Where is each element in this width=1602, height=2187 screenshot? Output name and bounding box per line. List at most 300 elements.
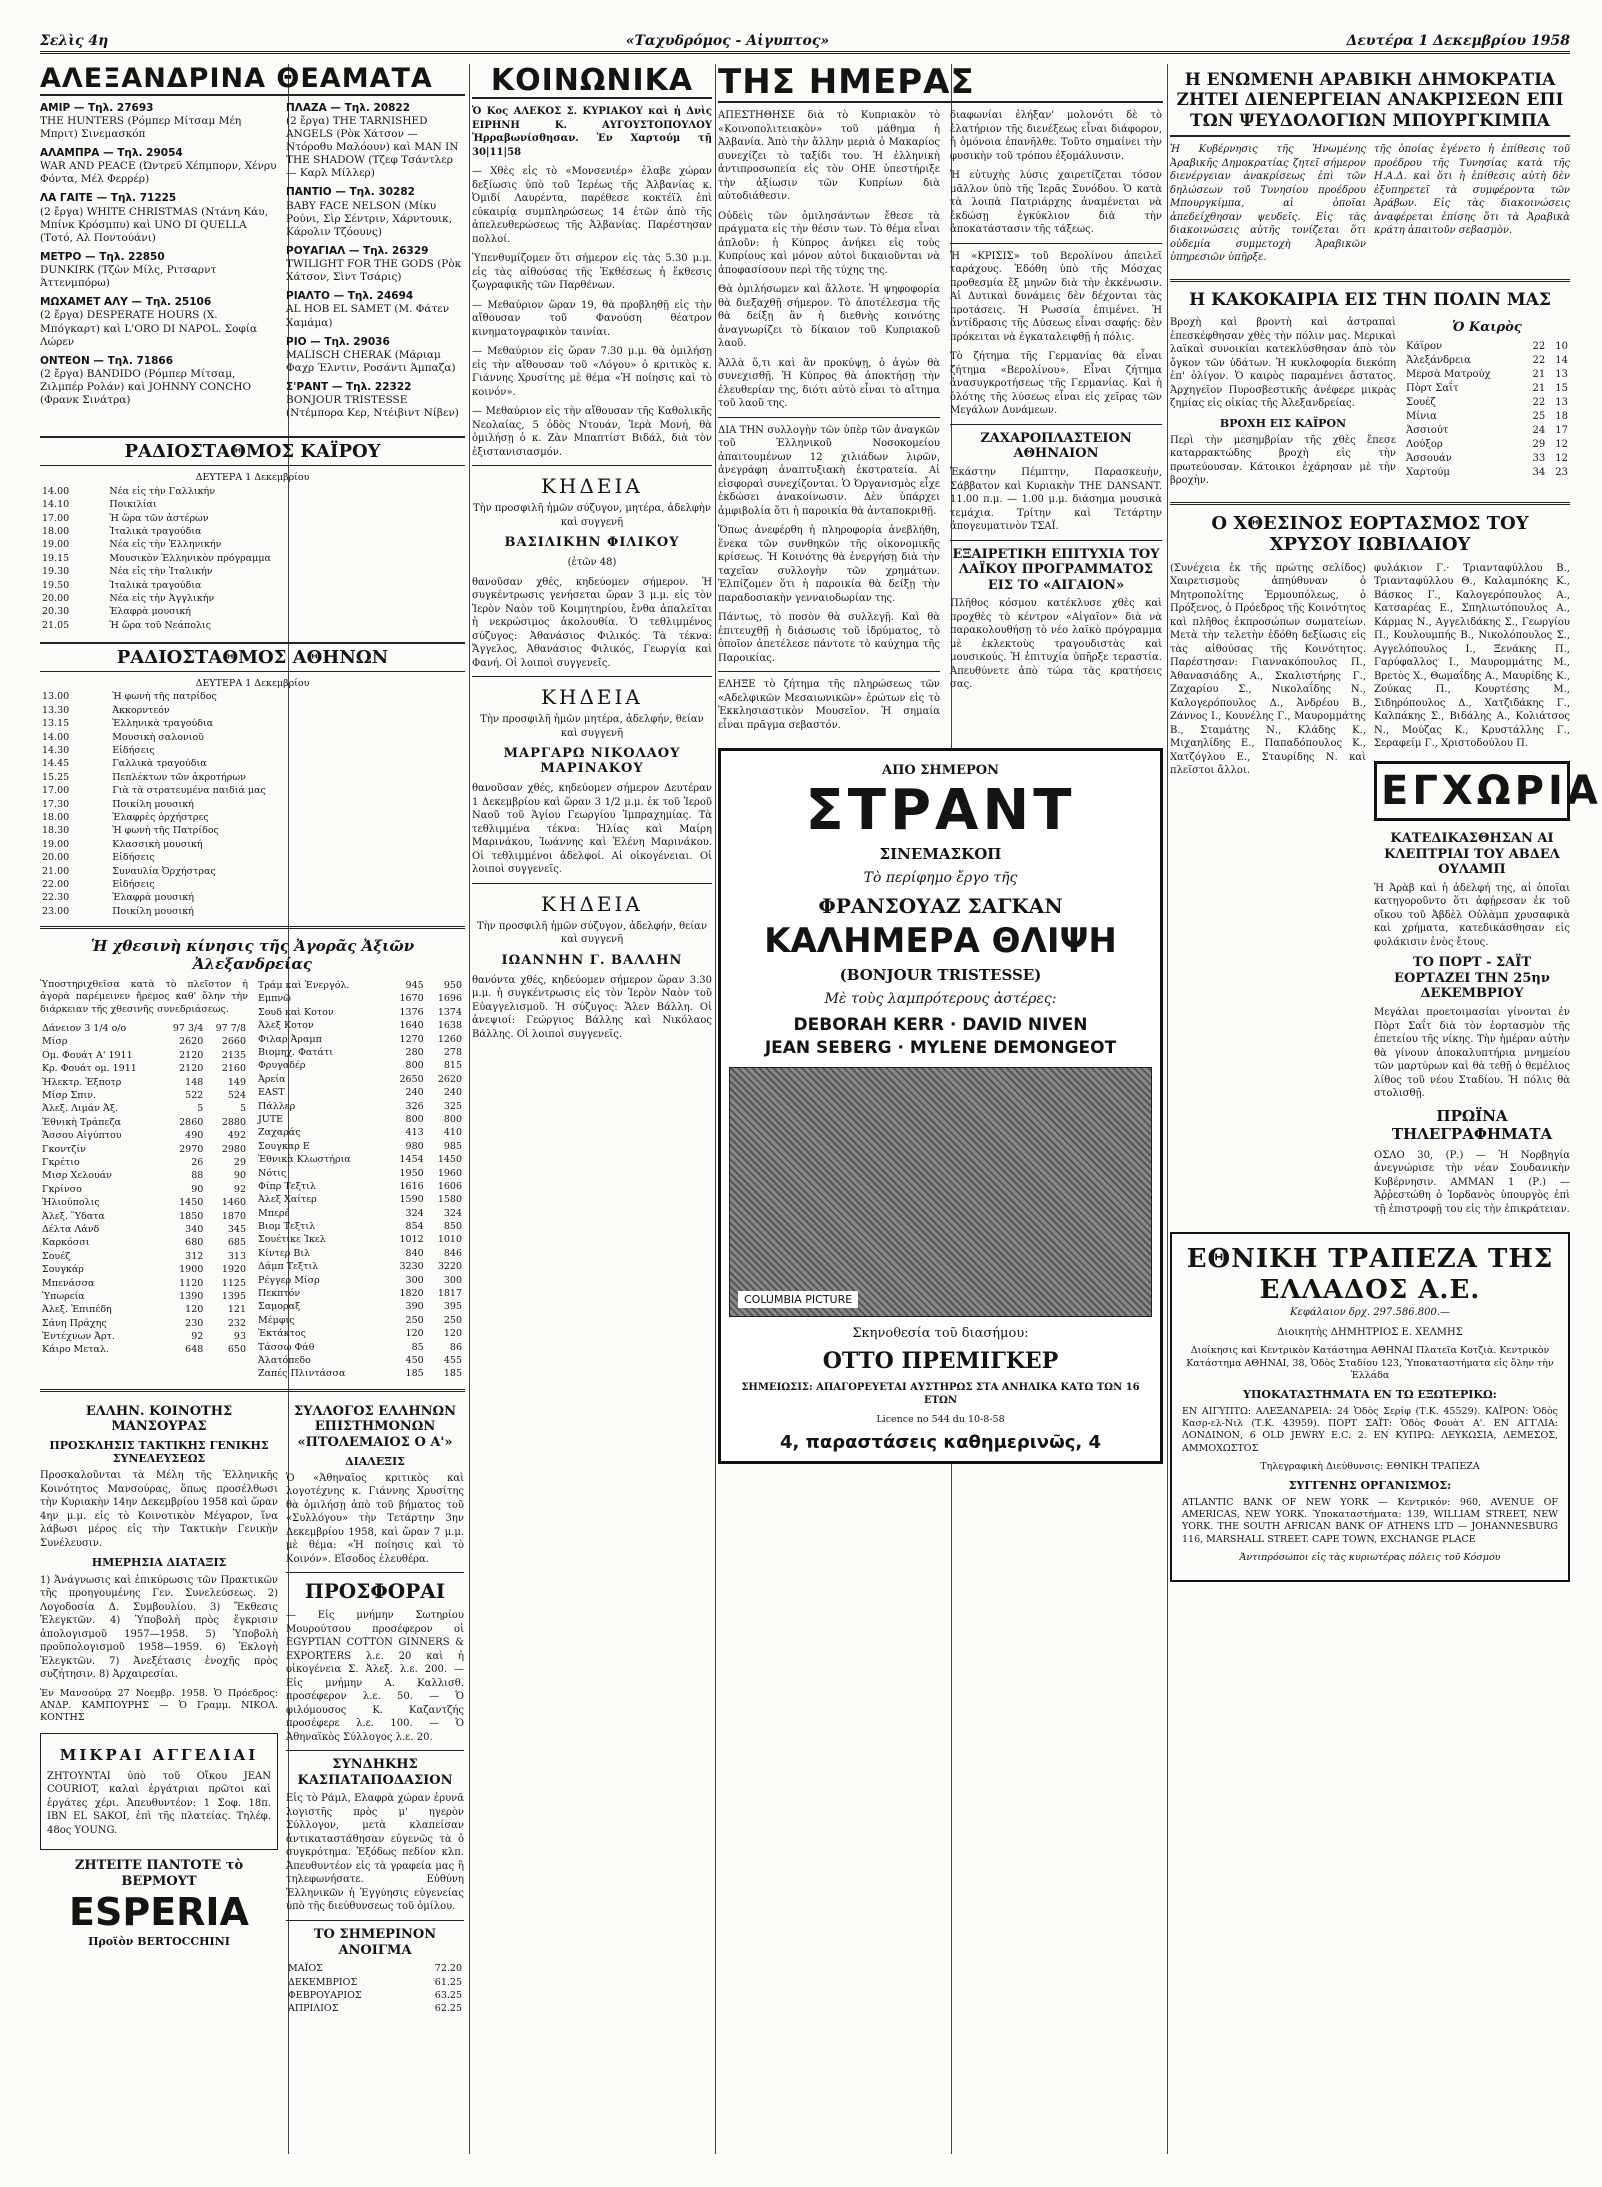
weather-max: 22 (1532, 354, 1546, 366)
mansoura-notice (40, 1400, 278, 2016)
storm-text: Βροχὴ καὶ βροντὴ καὶ ἀστραπαὶ ἐπεσκέφθησαν χθὲς τὴν πόλιν μας. Μερικαὶ λαϊκαὶ συνοικίαι κατεκλύσθησαν ἀπὸ τὸν ὄγκον τῶν ὑδάτων. Ἡ κυκλοφορία διεκόπη ἐπ' ὀλίγον. Ὁ καιρὸς παραμένει ἄστατος. Ἀρχηγεῖον Πυροσβεστικῆς ἀνέφερε μικρὰς ζημίας εἰς οἰκίας τῆς Ἀλεξανδρείας. (1170, 317, 1396, 410)
portsaid-headline: ΤΟ ΠΟΡΤ - ΣΑΪΤ ΕΟΡΤΑΖΕΙ ΤΗΝ 25ην ΔΕΚΕΜΒΡΙΟΥ (1394, 955, 1550, 1002)
column-rule (1167, 64, 1168, 2154)
editorial-paragraph: ΑΠΕΣΤΗΘΗΣΕ διὰ τὸ Κυπριακὸν τὸ «Κοινοπολιτειακὸν» τοῦ μάθημα ἡ Ἀλβανία. Ἀπὸ τὴν ἄλλην μεριὰ ὁ Μακαρίος συνεχίζει τὸ ταξίδι του. Ἡ ἑλληνικὴ ἀντιπροσωπεία εἰς τὸν ΟΗΕ ὑπεστήριξε τὴν ἀξίωσιν τῶν Κυπρίων διὰ αὐτοδιάθεσιν. (718, 110, 940, 203)
market-row (256, 1167, 464, 1180)
stock-close: 1960 (437, 1167, 462, 1179)
stock-close: 800 (443, 1113, 462, 1125)
stock-name: Γκρέτιο (42, 1157, 80, 1168)
radio-row (40, 838, 465, 851)
stock-open: 120 (185, 1304, 204, 1316)
storm-body (1170, 316, 1570, 494)
editorial-right (950, 109, 1162, 738)
uar-body (1170, 143, 1570, 271)
cotton-row (286, 1989, 464, 2002)
bank-branches: ΕΝ ΑΙΓΥΠΤΩ: ΑΛΕΞΑΝΔΡΕΙΑ: 24 Ὁδὸς Σερίφ (Τ.Κ. 45529). ΚΑΪΡΟΝ: Ὁδὸς Κασρ-ελ-Νιλ (Τ.Κ. 43959). ΠΟΡΤ ΣΑΪΤ: Ὁδὸς Φουὰτ Α'. ΕΝ ΑΓΓΛΙΑ: ΛΟΝΔΙΝΟΝ, 6 OLD JEWRY E.C. 2. ΕΝ ΚΥΠΡΩ: ΛΕΥΚΩΣΙΑ, ΛΕΜΕΣΟΣ, ΑΜΜΟΧΩΣΤΟΣ (1182, 1405, 1558, 1454)
market-row (40, 1156, 248, 1169)
market-left (40, 979, 248, 1381)
radio-time: 15.25 (42, 771, 70, 783)
bank-footer: Ἀντιπρόσωποι εἰς τὰς κυριωτέρας πόλεις τοῦ Κόσμου (1239, 1551, 1501, 1563)
stock-name: Τράμ καὶ Ἐνεργόλ. (258, 980, 350, 992)
cinema-entry (286, 290, 464, 329)
stock-close: 1460 (221, 1197, 246, 1209)
funeral-body: θανόντα χθές, κηδεύομεν σήμερον ὥραν 3.30 μ.μ. ἡ συγκέντρωσις εἰς τὸν Ἱερὸν Ναὸν τοῦ Εὐαγγελισμοῦ. Ἡ σύζυγος: Ἄλεν Βάλλη. Οἱ ἀνεψιοί: Γεώργιος Βάλλης καὶ Νικόλαος Βάλλης. Οἱ λοιποὶ συγγενεῖς. (472, 974, 712, 1040)
radio-show: Ποικίλη μουσική (112, 905, 194, 917)
funeral-name: ΙΩΑΝΝΗΝ Γ. ΒΑΛΛΗΝ (501, 952, 683, 968)
cinema-film: (2 ἔργα) THE TARNISHED ANGELS (Ρὸκ Χάτσον — Ντόροθυ Μαλόουν) καὶ MAN IN THE SHADOW (Τζεφ Τσάντλερ — Καρλ Μίλλερ) (286, 114, 459, 180)
radio-row (40, 512, 465, 525)
cinema-entry (286, 381, 464, 420)
market-right (256, 979, 464, 1381)
classifieds-text: ΖΗΤΟΥΝΤΑΙ ὑπὸ τοῦ Οἴκου JEAN COURIOT, καλαὶ ἐργάτριαι πρῶτοι καὶ ἐργάτες χέρι. Ἀπευθυντέον: 1 Σοφ. 18π. IBN EL SAKOI, ἐπὶ τῆς πλατείας. Τηλέφ. 48ος YOUNG. (47, 1770, 271, 1836)
market-row (256, 992, 464, 1005)
ad-stars-line-2: JEAN SEBERG · MYLENE DEMONGEOT (764, 1037, 1117, 1058)
stock-name: Ἀλεξ. Ἐπιπέδη (42, 1304, 112, 1316)
cinema-entry (40, 355, 278, 408)
radio-row (40, 878, 465, 891)
ad-author: ΦΡΑΝΣΟΥΑΖ ΣΑΓΚΑΝ (818, 893, 1063, 918)
cotton-month: ΦΕΒΡΟΥΑΡΙΟΣ (288, 1989, 362, 2001)
radio-row (40, 704, 465, 717)
stock-close: 313 (227, 1250, 246, 1262)
radio-time: 20.00 (42, 852, 70, 864)
market-row (40, 1129, 248, 1142)
stock-name: Ἀλεξ Κοτον (258, 1020, 314, 1032)
radio-show: Ἡ ὥρα τῶν ἀστέρων (109, 512, 209, 524)
stock-name: Ἡλιούπολις (42, 1197, 100, 1209)
radio-athens-day: ΔΕΥΤΕΡΑ 1 Δεκεμβρίου (195, 678, 310, 690)
radio-show: Ἀκκορντεόν (112, 704, 170, 716)
stock-name: Σουγκαρ Ε (258, 1140, 310, 1152)
stock-open: 1950 (399, 1167, 424, 1179)
stock-name: Ἠλεκτρ. Ἐξποτρ (42, 1076, 122, 1088)
market-row (40, 1303, 248, 1316)
ad-film-english: (BONJOUR TRISTESSE) (839, 965, 1042, 984)
radio-time: 18.00 (42, 811, 70, 823)
weather-city: Λούξορ (1406, 438, 1443, 450)
stock-name: Σουέζ (42, 1250, 71, 1262)
market-title: Ἡ χθεσινὴ κίνησις τῆς Ἀγορᾶς Ἀξιῶν Ἀλεξανδρείας (90, 937, 415, 974)
editorial-paragraph: Τὸ ζήτημα τῆς Γερμανίας θὰ εἶναι ζήτημα «Βερολίνου». Εἶναι ζήτημα ἀνασυγκροτήσεως τῆς Γερμανίας. Καὶ ἡ ὁλότης τῆς λύσεως εἶναι εἰς χεῖρας τῶν Μεγάλων Δυνάμεων. (950, 351, 1162, 417)
stock-open: 1616 (399, 1180, 424, 1192)
market-row (256, 1260, 464, 1273)
page-number: Σελὶς 4η (40, 32, 109, 49)
stock-name: Ἐκτάκτος (258, 1328, 306, 1340)
weather-box (1404, 316, 1570, 494)
stock-close: 1580 (437, 1194, 462, 1206)
weather-max: 22 (1532, 396, 1546, 408)
cinema-name: Σ'ΡΑΝΤ — Τηλ. 22322 (286, 381, 412, 394)
stock-close: 86 (449, 1341, 462, 1353)
weather-max: 21 (1532, 382, 1546, 394)
ad-director: ΟΤΤΟ ΠΡΕΜΙΓΚΕΡ (822, 1348, 1059, 1375)
radio-row (40, 824, 465, 837)
radio-show: Μουσικὸν Ἑλληνικὸν πρόγραμμα (109, 552, 271, 564)
stock-name: Σουέτικε Ἰκελ (258, 1234, 326, 1246)
radio-time: 14.45 (42, 758, 70, 770)
stock-name: Ἐντέχνων Ἀρτ. (42, 1331, 115, 1343)
cotton-month: ΑΠΡΙΛΙΟΣ (288, 2003, 339, 2015)
radio-time: 14.10 (42, 499, 70, 511)
stock-close: 232 (227, 1317, 246, 1329)
stock-close: 846 (443, 1247, 462, 1259)
cinema-name: ΜΕΤΡΟ — Τηλ. 22850 (40, 250, 165, 263)
stock-name: Ζαπές Πλιντάσσα (258, 1368, 346, 1380)
stock-close: 5 (239, 1103, 246, 1115)
thieves-headline: ΚΑΤΕΔΙΚΑΣΘΗΣΑΝ ΑΙ ΚΛΕΠΤΡΙΑΙ ΤΟΥ ΑΒΔΕΛ ΟΥΛΑΜΠ (1384, 830, 1560, 878)
cinema-name: ΡΙΟ — Τηλ. 29036 (286, 335, 390, 348)
radio-time: 14.00 (42, 731, 70, 743)
funeral-name: ΒΑΣΙΛΙΚΗΝ ΦΙΛΙΚΟΥ (504, 535, 680, 550)
stock-close: 395 (443, 1301, 462, 1313)
stock-close: 1395 (221, 1290, 246, 1302)
radio-time: 14.00 (42, 485, 70, 497)
cinema-entry (40, 296, 278, 349)
social-column (472, 64, 712, 1047)
radio-row (40, 690, 465, 703)
editorial-paragraph: ΕΛΗΞΕ τὸ ζήτημα τῆς πληρώσεως τῶν «Αδελφικῶν Μεσαιωνικῶν» ἐρώτων εἰς τὸ Ἐκκλησιαστικὸν Μουσεῖον. Ἡ σημαία εἶναι πρᾶγμα σεβαστόν. (718, 679, 940, 731)
stock-name: Ζαχαράς (258, 1127, 301, 1139)
stock-close: 121 (227, 1304, 246, 1316)
stock-close: 345 (227, 1223, 246, 1235)
market-table-left (40, 1022, 248, 1357)
uar-text-right: τῆς ὁποίας ἐγένετο ἡ ἐπίθεσις τοῦ προέδρου τῆς Τυνησίας κατὰ τῆς Η.Α.Δ. καὶ ὅτι ἡ ἐπίθεσις αὐτὴ δὲν ἐξυπηρετεῖ τὰ συμφέροντα τῶν Ἀράβων. Εἰς τὰς διακοινώσεις ἀναφέρεται ἐπίσης ὅτι τὰ Ἀραβικὰ κράτη ἀπαιτοῦν σεβασμὸν. (1374, 144, 1570, 237)
radio-show: Ἡ φωνὴ τῆς πατρίδος (112, 691, 217, 703)
stock-open: 413 (405, 1127, 424, 1139)
stock-open: 1270 (399, 1033, 424, 1045)
storm-left (1170, 316, 1396, 494)
film-still-photo (729, 1067, 1152, 1317)
weather-row (1404, 466, 1570, 480)
stock-close: 492 (227, 1130, 246, 1142)
ad-tagline: Τὸ περίφημο ἔργο τῆς (863, 869, 1018, 886)
editorial-paragraph: Πάντως, τὸ ποσὸν θὰ συλλεγῇ. Καὶ θὰ ἐπιτευχθῇ ἡ διάσωσις τοῦ ἱδρύματος, τὸ ὁποῖον ἀπετέλεσε πάντοτε τὸ καύχημα τῆς Παροικίας. (718, 612, 940, 664)
bank-capital: Κεφάλαιον δρχ. 297.586.800.— (1290, 1307, 1450, 1319)
market-row (256, 1341, 464, 1354)
market-row (256, 1220, 464, 1233)
radio-cairo-title: ΡΑΔΙΟΣΤΑΘΜΟΣ ΚΑΪΡΟΥ (40, 436, 465, 466)
jubilee-body (1170, 562, 1602, 1222)
radio-row (40, 851, 465, 864)
market-row (40, 1343, 248, 1356)
cinema-name: ΠΑΝΤΙΟ — Τηλ. 30282 (286, 186, 415, 199)
market-section (40, 979, 465, 1381)
cinema-film: TWILIGHT FOR THE GODS (Ρὸκ Χάτσον, Σὶντ Τσάρις) (286, 258, 462, 284)
cairo-rain-text: Περὶ τὴν μεσημβρίαν τῆς χθὲς ἔπεσε καταρρακτώδης βροχὴ εἰς τὴν πρωτεύουσαν. Κάτοικοι ἐχάρησαν μὲ τὴν βροχὴν. (1170, 434, 1396, 487)
weather-row (1404, 354, 1570, 368)
market-row (40, 1277, 248, 1290)
weather-max: 21 (1532, 368, 1546, 380)
editorial-paragraph: Ἀλλὰ ὅ,τι καὶ ἂν προκύψῃ, ὁ ἀγὼν θὰ συνεχισθῇ. Ἡ Κύπρος θὰ ἀποκτήσῃ τὴν ἐλευθερίαν της, διότι αὐτὸ εἶναι τὸ αἴτημα τοῦ λαοῦ της. (718, 357, 940, 410)
radio-row (40, 757, 465, 770)
club-notices (286, 1400, 464, 2016)
entertainment-column (40, 64, 465, 2016)
bank-hq: Διοίκησις καὶ Κεντρικὸν Κατάστημα ΑΘΗΝΑΙ Πλατεῖα Κοτζιὰ. Κεντρικὸν Κατάστημα ΑΘΗΝΑΙ, 38, Ὁδὸς Σταδίου 123, Ὑποκαταστήματα εἰς ὅλην τὴν Ἑλλάδα (1186, 1345, 1554, 1382)
ad-shows: 4, παραστάσεις καθημερινῶς, 4 (779, 1431, 1102, 1453)
stock-close: 185 (443, 1368, 462, 1380)
weather-min: 12 (1555, 438, 1568, 450)
stock-name: Καρκόσσι (42, 1237, 90, 1249)
stock-open: 88 (191, 1170, 204, 1182)
stock-close: 149 (227, 1076, 246, 1088)
weather-min: 12 (1555, 452, 1568, 464)
cotton-opening-title: ΤΟ ΣΗΜΕΡΙΝΟΝ ΑΝΟΙΓΜΑ (313, 1926, 437, 1958)
market-row (40, 1210, 248, 1223)
radio-show: Νέα εἰς τὴν Ἀγγλικήν (109, 592, 215, 604)
stock-open: 240 (405, 1087, 424, 1099)
stock-close: 950 (443, 980, 462, 992)
radio-show: Εἰδήσεις (112, 852, 155, 864)
weather-min: 17 (1555, 424, 1568, 436)
stock-close: 300 (443, 1274, 462, 1286)
stock-close: 2880 (221, 1116, 246, 1128)
market-row (256, 1354, 464, 1367)
stock-name: Ἀλεξ Χαίτερ (258, 1194, 317, 1206)
market-row (256, 1314, 464, 1327)
market-row (256, 1247, 464, 1260)
social-title: ΚΟΙΝΩΝΙΚΑ (472, 64, 712, 99)
radio-show: Νέα εἰς τὴν Ἑλληνικήν (109, 539, 222, 551)
radio-time: 14.30 (42, 744, 70, 756)
stock-open: 1900 (179, 1264, 204, 1276)
radio-show: Γαλλικὰ τραγούδια (112, 758, 207, 770)
funeral-body: θανοῦσαν χθές, κηδεύομεν σήμερον Δευτέραν 1 Δεκεμβρίου καὶ ὥραν 3 1/2 μ.μ. ἐκ τοῦ Ἱεροῦ Ναοῦ τοῦ Ἁγίου Γεωργίου Ἰμπραχημίας. Τὰ τεθλιμμένα τέκνα: Ἡλίας καὶ Μαίρη Μαρινάκου, Ἰωάννης καὶ Ἑλένη Μαρινάκου. Οἱ τεθλιμμένοι ἀδελφοί. Αἱ οἰκογένειαι. Οἱ λοιποὶ συγγενεῖς. (472, 783, 712, 875)
market-row (40, 1236, 248, 1249)
stock-close: 324 (443, 1207, 462, 1219)
cinema-entry (40, 147, 278, 186)
weather-city: Ἀσσουάν (1406, 452, 1452, 464)
radio-time: 20.00 (42, 592, 70, 604)
stock-name: Μισρ Χελουάν (42, 1170, 112, 1182)
uar-headline: Η ΕΝΩΜΕΝΗ ΑΡΑΒΙΚΗ ΔΗΜΟΚΡΑΤΙΑ ΖΗΤΕΙ ΔΙΕΝΕΡΓΕΙΑΝ ΑΝΑΚΡΙΣΕΩΝ ΕΠΙ ΤΩΝ ΨΕΥΔΟΛΟΓΙΩΝ ΜΠΟΥΡΓΚΙΜΠΑ (1170, 70, 1570, 137)
stock-close: 455 (443, 1355, 462, 1366)
classifieds-title: ΜΙΚΡΑΙ ΑΓΓΕΛΙΑΙ (59, 1745, 259, 1764)
weather-min: 18 (1555, 410, 1568, 422)
market-row (256, 1126, 464, 1139)
stock-close: 1696 (437, 993, 462, 1005)
radio-cairo-day: ΔΕΥΤΕΡΑ 1 Δεκεμβρίου (195, 472, 310, 484)
cotton-row (286, 1962, 464, 1975)
stock-close: 1374 (437, 1006, 462, 1018)
radio-show: Ἑλαφρὰ μουσική (109, 606, 191, 618)
stock-close: 92 (233, 1183, 246, 1195)
weather-table (1404, 340, 1570, 480)
engagement-notice: Ὁ Κος ΑΛΕΚΟΣ Σ. ΚΥΡΙΑΚΟΥ καὶ ἡ Δνὶς ΕΙΡΗΝΗ Κ. ΑΥΓΟΥΣΤΟΠΟΥΛΟΥ Ἠρραβωνίσθησαν. Ἐν Χαρτούμ τῇ 30|11|58 (472, 106, 712, 158)
market-row (256, 1207, 464, 1220)
stock-open: 312 (185, 1250, 204, 1262)
stock-open: 1390 (179, 1290, 204, 1302)
cinema-entry (40, 102, 278, 141)
social-item: — Μεθαύριον εἰς τὴν αἴθουσαν τῆς Καθολικῆς Νεολαίας, 5 ὁδὸς Ντουάν, Ἱερὰ Μονή, θὰ ὁμιλήσῃ ὁ κ. Ζὰν Μπαπτίστ Βιδάλ, διὰ τὸν ἐξιστανισιασμόν. (472, 406, 712, 458)
radio-show: Νέα εἰς τὴν Γαλλικήν (109, 485, 215, 497)
stock-name: Ὑπωρεία (42, 1290, 85, 1302)
cotton-month: ΔΕΚΕΜΒΡΙΟΣ (288, 1976, 358, 1988)
cinema-film: THE HUNTERS (Ρόμπερ Μίτσαμ Μέη Μπριτ) Σινεμασκόπ (40, 114, 242, 140)
esperia-pre: ΖΗΤΕΙΤΕ ΠΑΝΤΟΤΕ τὸ ΒΕΡΜΟΥΤ (74, 1858, 244, 1889)
stock-close: 2620 (437, 1073, 462, 1085)
telegrams-headline: ΠΡΩΪΝΑ ΤΗΛΕΓΡΑΦΗΜΑΤΑ (1391, 1106, 1553, 1143)
weather-city: Ἀσσιούτ (1406, 424, 1449, 436)
radio-time: 18.30 (42, 825, 70, 837)
radio-time: 20.30 (42, 606, 70, 618)
stock-open: 648 (185, 1344, 204, 1356)
club-text: Ὁ «Ἀθηναῖος κριτικὸς καὶ λογοτέχνης κ. Γιάννης Χρυσίτης θὰ ὁμιλήσῃ ἀπὸ τοῦ βήματος τοῦ «Συλλόγου» τὴν Τετάρτην 3ην Δεκεμβρίου 1958, καὶ ὥραν 7 μ.μ. μὲ θέμα: «Ἡ ποίησις καὶ τὸ Κοινόν». Εἴσοδος ἐλευθέρα. (286, 1472, 464, 1565)
stock-name: Γκοντζίν (42, 1143, 86, 1155)
radio-row (40, 565, 465, 578)
weather-row (1404, 382, 1570, 396)
stock-open: 85 (411, 1341, 424, 1353)
stock-open: 340 (185, 1223, 204, 1235)
stock-name: Ομ. Φουάτ Α' 1911 (42, 1049, 133, 1061)
thieves-text: Ἡ Ἀρὰβ καὶ ἡ ἀδελφή της, αἱ ὁποῖαι κατηγοροῦντο ὅτι ἀφῄρεσαν ἐκ τοῦ οἴκου τοῦ Ἀβδὲλ Οὐλὰμπ χρυσαφικὰ καὶ χρήματα, κατεδικάσθησαν εἰς φυλάκισιν ἑνὸς ἔτους. (1374, 882, 1570, 948)
market-row (40, 1022, 248, 1035)
cinema-name: ΠΛΑΖΑ — Τηλ. 20822 (286, 101, 411, 114)
radio-show: Συναυλία Ὀρχήστρας (112, 865, 216, 877)
bank-name: ΕΘΝΙΚΗ ΤΡΑΠΕΖΑ ΤΗΣ ΕΛΛΑΔΟΣ Α.Ε. (1186, 1244, 1554, 1306)
bank-advertisement (1170, 1232, 1570, 1582)
stock-open: 1450 (179, 1197, 204, 1209)
esperia-post: Προϊὸν BERTOCCHINI (88, 1935, 230, 1949)
social-item: — Χθὲς εἰς τὸ «Μονσενιέρ» ἐλαβε χώραν δεξίωσις ὑπὸ τοῦ Ἱερέως τῆς Ἀλβανίας κ. Ὀμιδί Λαυρέντα, παρέθεσε κοκτέϊλ ἐπὶ εὐκαιρίᾳ συμπληρώσεως 14 ἐτῶν ἀπὸ τῆς ἀπελευθερώσεως τῆς Ἀλβανίας. Παρέστησαν πολλοί. (472, 166, 712, 245)
cinema-entry (286, 336, 464, 375)
funeral-title: ΚΗΔΕΙΑ (541, 474, 643, 498)
ad-director-pre: Σκηνοθεσία τοῦ διασήμου: (852, 1325, 1029, 1341)
club-title: ΣΥΛΛΟΓΟΣ ΕΛΛΗΝΩΝ ΕΠΙΣΤΗΜΟΝΩΝ «ΠΤΟΛΕΜΑΙΟΣ Ο Α'» (294, 1403, 456, 1450)
stock-open: 1012 (399, 1234, 424, 1246)
stock-close: 2980 (221, 1143, 246, 1155)
stock-close: 2660 (221, 1036, 246, 1048)
editorial-paragraph: Ὅπως ἀνεφέρθη ἡ πληροφορία ἀνεβλήθη, ἕνεκα τῶν συνθηκῶν τῆς οἰκονομικῆς κρίσεως. Ἡ Κοινότης θὰ ἐνεργήσῃ διὰ τὴν ταχεῖαν συλλογὴν τῶν χρημάτων. Ἐλπίζομεν ὅτι ἡ παροικία θὰ δείξῃ τὴν παραδοσιακὴν γενναιοδωρίαν της. (718, 525, 940, 604)
ad-from-today: ΑΠΟ ΣΗΜΕΡΟΝ (882, 763, 999, 779)
cinema-name: ΑΛΑΜΠΡΑ — Τηλ. 29054 (40, 147, 183, 160)
radio-time: 13.00 (42, 691, 70, 703)
stock-open: 250 (405, 1314, 424, 1326)
radio-row (40, 552, 465, 565)
funeral-age: (ἐτῶν 48) (567, 557, 617, 568)
radio-time: 19.15 (42, 552, 70, 564)
bottom-notices (40, 1400, 465, 2016)
weather-row (1404, 452, 1570, 466)
ad-scope: ΣΙΝΕΜΑΣΚΟΠ (879, 844, 1002, 863)
market-row (256, 1367, 464, 1380)
market-row (256, 1140, 464, 1153)
stock-name: Σαμοραξ (258, 1301, 301, 1313)
stock-close: 3220 (437, 1261, 462, 1273)
column-rule (469, 64, 470, 2154)
social-item: Ὑπενθυμίζομεν ὅτι σήμερον εἰς τὰς 5.30 μ.μ. εἰς τὰς αἰθούσας τῆς Ἐκθέσεως ἡ ἔκθεσις ζωγραφικῆς τῶν Παρθένων. (472, 253, 712, 291)
funeral-intro: Τὴν προσφιλῆ ἡμῶν σύζυγον, μητέρα, ἀδελφὴν καὶ συγγενῆ (473, 503, 711, 528)
stock-name: Βιομ Τεξτιλ (258, 1221, 316, 1233)
stock-name: Σουγκάρ (42, 1264, 84, 1276)
editorial-paragraph: Θὰ ὁμιλήσωμεν καὶ ἄλλοτε. Ἡ ψηφοφορία θὰ διεξαχθῇ σήμερον. Τὸ ἀποτέλεσμα τῆς θὰ δείξῃ ἂν ἡ διεθνὴς κοινότης ἀναγνωρίζει τὸ δίκαιον τοῦ Κυπριακοῦ λαοῦ. (718, 284, 940, 350)
weather-max: 33 (1532, 452, 1546, 464)
market-row (40, 1317, 248, 1330)
funeral-title: ΚΗΔΕΙΑ (541, 891, 643, 916)
jubilee-text-left: (Συνέχεια ἐκ τῆς πρώτης σελίδος) Χαιρετισμοὺς ἀπηύθυναν ὁ Μητροπολίτης Ἐρμουπόλεως, ὁ Πρόξενος, ὁ Πρόεδρος τῆς Κοινότητος καὶ πλῆθος ἐκπροσώπων σωματείων. Μετὰ τὴν τελετὴν ἐδόθη δεξίωσις εἰς τὰς αἰθούσας τῆς Κοινότητος. Παρέστησαν: Γιαννακόπουλος Π., Ἀθανασιάδης Α., Σκαλιστήρης Γ., Ζαχαρίου Σ., Νικολαΐδης Ν., Καλογερόπουλος Δ., Ἀνδρέου Β., Ζάννος Ι., Κουνέλης Γ., Μαυρομμάτης Β., Σταμάτης Ν., Κλάδης Κ., Μιχαηλίδης Ε., Παπαδόπουλος Κ., Χατζόγλου Ε., Σταυρίδης Ν. καὶ πλεῖστοι ἄλλοι. (1170, 562, 1366, 777)
market-row (256, 979, 464, 992)
stock-name: Ἀλεξ. Ὕδατα (42, 1210, 105, 1222)
cotton-price: 72.20 (434, 1963, 462, 1975)
funeral-intro: Τὴν προσφιλῆ ἡμῶν μητέρα, ἀδελφήν, θείαν καὶ συγγενῆ (480, 714, 704, 739)
market-row (256, 1327, 464, 1340)
stock-close: 120 (443, 1328, 462, 1340)
masthead (40, 30, 1570, 54)
weather-min: 10 (1555, 340, 1568, 352)
mansoura-title: ΕΛΛΗΝ. ΚΟΙΝΟΤΗΣ ΜΑΝΣΟΥΡΑΣ (85, 1403, 233, 1435)
cinema-film: MALISCH CHERAK (Μάριαμ Φαχρ Έλντιν, Ροσάντι Άμπαζα) (286, 348, 456, 374)
radio-time: 17.30 (42, 798, 70, 810)
weather-min: 13 (1555, 396, 1568, 408)
stock-open: 92 (191, 1331, 204, 1343)
stock-name: Δέλτα Λάνδ (42, 1223, 100, 1235)
stock-close: 2135 (221, 1049, 246, 1061)
stock-open: 5 (197, 1103, 204, 1115)
stock-close: 325 (443, 1100, 462, 1112)
stock-close: 524 (227, 1090, 246, 1102)
newspaper-name: «Ταχυδρόμος - Αἰγυπτος» (625, 32, 830, 49)
stock-name: Δάνειον 3 1/4 ο/ο (42, 1023, 127, 1035)
weather-max: 25 (1532, 410, 1546, 422)
stock-open: 854 (405, 1221, 424, 1233)
stock-name: Κάιρο Μεταλ. (42, 1344, 109, 1356)
stock-name: Φίπρ Τεξτιλ (258, 1180, 316, 1192)
stock-open: 1454 (399, 1154, 424, 1166)
stock-open: 148 (185, 1076, 204, 1088)
mansoura-signature: Ἐν Μανσούρᾳ 27 Νοεμβρ. 1958. Ὁ Πρόεδρος: ΑΝΔΡ. ΚΑΜΠΟΥΡΗΣ — Ὁ Γραμμ. ΝΙΚΟΛ. ΚΟΝΤΗΣ (40, 1687, 278, 1724)
stock-name: Ἄσσου Αἰγύπτου (42, 1130, 122, 1142)
radio-time: 23.00 (42, 905, 70, 917)
editorial-paragraph: Ἡ εὐτυχὴς λύσις χαιρετίζεται τόσον μᾶλλον ὑπὸ τῆς Ἱερᾶς Συνόδου. Ὁ κατὰ τὰ λοιπὰ Πατριάρχης ἀναμένεται νὰ ἐκδώσῃ ἐγκύκλιον διὰ τὴν ἀποκατάστασιν τῆς τάξεως. (950, 170, 1162, 236)
cinema-entry (40, 192, 278, 245)
stock-close: 90 (233, 1170, 246, 1182)
stock-close: 278 (443, 1047, 462, 1059)
radio-time: 21.00 (42, 865, 70, 877)
stock-name: Εμπνῶ (258, 993, 291, 1005)
weather-city: Κάϊρον (1406, 340, 1443, 352)
radio-show: Εἰδήσεις (112, 878, 155, 890)
market-row (256, 1193, 464, 1206)
radio-athens-schedule (40, 690, 465, 918)
cinema-film: (2 ἔργα) WHITE CHRISTMAS (Ντάνη Κάυ, Μπίνκ Κρόσμπυ) καὶ UNO DI QUELLA (Τοτό, Αλ Ποντούάνι) (40, 205, 268, 244)
stock-name: Ἀλατόπεδο (258, 1355, 311, 1366)
weather-min: 23 (1555, 466, 1568, 478)
market-row (256, 1274, 464, 1287)
stock-name: Μίσρ (42, 1036, 68, 1048)
market-row (40, 1290, 248, 1303)
ad-with-stars: Μὲ τοὺς λαμπρότερους ἀστέρες: (824, 990, 1057, 1007)
stock-close: 29 (233, 1157, 246, 1168)
issue-date: Δευτέρα 1 Δεκεμβρίου 1958 (1346, 32, 1570, 49)
radio-row (40, 717, 465, 730)
stock-close: 650 (227, 1344, 246, 1356)
stock-name: Γκρίνσο (42, 1183, 82, 1195)
radio-row (40, 605, 465, 618)
weather-city: Σουέζ (1406, 396, 1436, 408)
radio-row (40, 592, 465, 605)
stock-open: 120 (405, 1328, 424, 1340)
radio-time: 17.00 (42, 512, 70, 524)
cinema-film: WAR AND PEACE (Ώντρεϋ Χέπμπορν, Χένρυ Φόντα, Μέλ Φερρέρ) (40, 160, 277, 186)
cinema-name: ΡΙΑΛΤΟ — Τηλ. 24694 (286, 290, 414, 303)
weather-city: Μερσὰ Ματρούχ (1406, 368, 1491, 380)
radio-time: 13.30 (42, 704, 70, 716)
radio-show: Ἐλαφρὰ μουσική (112, 892, 194, 904)
market-row (256, 1300, 464, 1313)
stock-open: 680 (185, 1237, 204, 1249)
ad-stars-line-1: DEBORAH KERR · DAVID NIVEN (793, 1015, 1088, 1036)
radio-row (40, 485, 465, 498)
stock-open: 230 (185, 1317, 204, 1329)
